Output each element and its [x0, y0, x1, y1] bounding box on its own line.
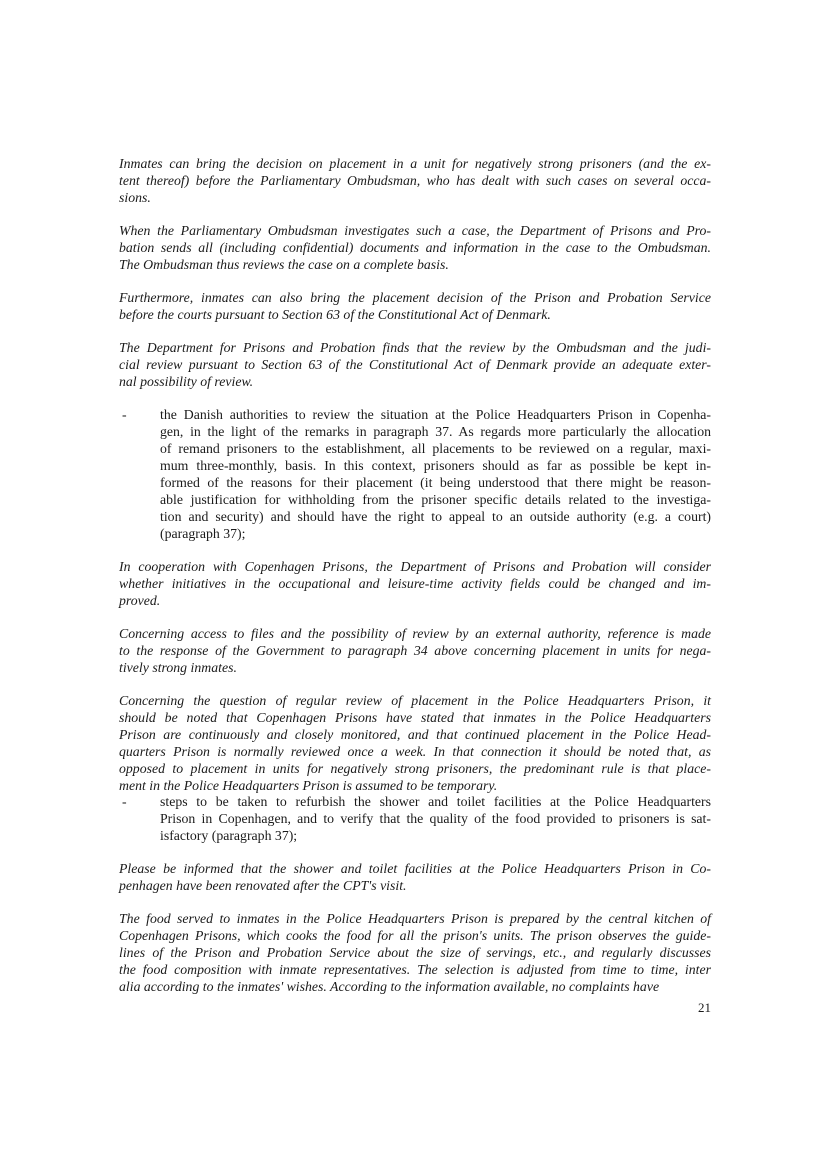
text-line: of remand prisoners to the establishment, all placements to be reviewed on a regular, maxi- [160, 441, 711, 456]
text-line: tion and security) and should have the right to appeal to an outside authority (e.g. a court) [160, 509, 711, 524]
bullet-text [160, 793, 711, 844]
text-line: When the Parliamentary Ombudsman investigates such a case, the Department of Prisons and Pro- [119, 223, 711, 238]
text-line: (paragraph 37); [160, 526, 246, 541]
text-line: Furthermore, inmates can also bring the placement decision of the Prison and Probation Service [119, 290, 711, 305]
text-line: Concerning the question of regular review of placement in the Police Headquarters Prison, it [119, 693, 711, 708]
text-line: nal possibility of review. [119, 374, 254, 389]
text-line: The Department for Prisons and Probation finds that the review by the Ombudsman and the judi- [119, 340, 711, 355]
text-line: lines of the Prison and Probation Service about the size of servings, etc., and regularly discusses [119, 945, 711, 960]
bullet-dash: - [122, 794, 127, 809]
text-line: gen, in the light of the remarks in paragraph 37. As regards more particularly the allocation [160, 424, 711, 439]
text-line: proved. [119, 593, 161, 608]
text-line: sions. [119, 190, 151, 205]
text-line: Concerning access to files and the possibility of review by an external authority, reference is made [119, 626, 711, 641]
text-line: the food composition with inmate representatives. The selection is adjusted from time to time, inter [119, 962, 711, 977]
text-line: In cooperation with Copenhagen Prisons, the Department of Prisons and Probation will consider [119, 559, 711, 574]
bullet-text [160, 406, 711, 542]
paragraph [119, 339, 711, 390]
text-line: penhagen have been renovated after the CPT's visit. [119, 878, 407, 893]
paragraph [119, 910, 711, 995]
paragraph [119, 155, 711, 206]
paragraph [119, 558, 711, 609]
page-number: 21 [698, 1000, 711, 1015]
paragraph [119, 222, 711, 273]
text-line: Prison in Copenhagen, and to verify that the quality of the food provided to prisoners is sat- [160, 811, 711, 826]
text-line: bation sends all (including confidential) documents and information in the case to the Ombudsman. [119, 240, 711, 255]
text-line: mum three-monthly, basis. In this context, prisoners should as far as possible be kept in- [160, 458, 711, 473]
text-line: Prison are continuously and closely monitored, and that continued placement in the Police Head- [119, 727, 711, 742]
text-line: alia according to the inmates' wishes. According to the information available, no complaints have [119, 979, 660, 994]
paragraph [119, 289, 711, 323]
paragraph [119, 860, 711, 894]
text-line: quarters Prison is normally reviewed once a week. In that connection it should be noted that, as [119, 744, 711, 759]
text-line: opposed to placement in units for negatively strong prisoners, the predominant rule is that place- [119, 761, 711, 776]
text-line: The food served to inmates in the Police Headquarters Prison is prepared by the central kitchen of [119, 911, 711, 926]
text-line: steps to be taken to refurbish the shower and toilet facilities at the Police Headquarters [160, 794, 711, 809]
text-line: tent thereof) before the Parliamentary Ombudsman, who has dealt with such cases on several occa- [119, 173, 711, 188]
text-line: The Ombudsman thus reviews the case on a complete basis. [119, 257, 449, 272]
text-line: Please be informed that the shower and toilet facilities at the Police Headquarters Prison in Co- [119, 861, 711, 876]
paragraph [119, 625, 711, 676]
bullet-dash: - [122, 407, 127, 422]
text-line: able justification for withholding from the prisoner specific details related to the investiga- [160, 492, 711, 507]
text-line: should be noted that Copenhagen Prisons have stated that inmates in the Police Headquarters [119, 710, 711, 725]
text-line: to the response of the Government to paragraph 34 above concerning placement in units for nega- [119, 643, 711, 658]
text-line: whether initiatives in the occupational and leisure-time activity fields could be changed and im- [119, 576, 711, 591]
bullet-item [119, 793, 711, 844]
text-line: isfactory (paragraph 37); [160, 828, 298, 843]
text-line: Copenhagen Prisons, which cooks the food for all the prison's units. The prison observes the guide- [119, 928, 711, 943]
text-line: the Danish authorities to review the situation at the Police Headquarters Prison in Copenha- [160, 407, 711, 422]
text-line: Inmates can bring the decision on placement in a unit for negatively strong prisoners (and the ex- [119, 156, 711, 171]
text-line: formed of the reasons for their placement (it being understood that there might be reason- [160, 475, 711, 490]
text-line: before the courts pursuant to Section 63 of the Constitutional Act of Denmark. [119, 307, 551, 322]
text-line: cial review pursuant to Section 63 of the Constitutional Act of Denmark provide an adequate exter- [119, 357, 711, 372]
text-line: tively strong inmates. [119, 660, 237, 675]
text-line: ment in the Police Headquarters Prison is assumed to be temporary. [119, 778, 498, 793]
bullet-item [119, 406, 711, 542]
paragraph [119, 692, 711, 794]
